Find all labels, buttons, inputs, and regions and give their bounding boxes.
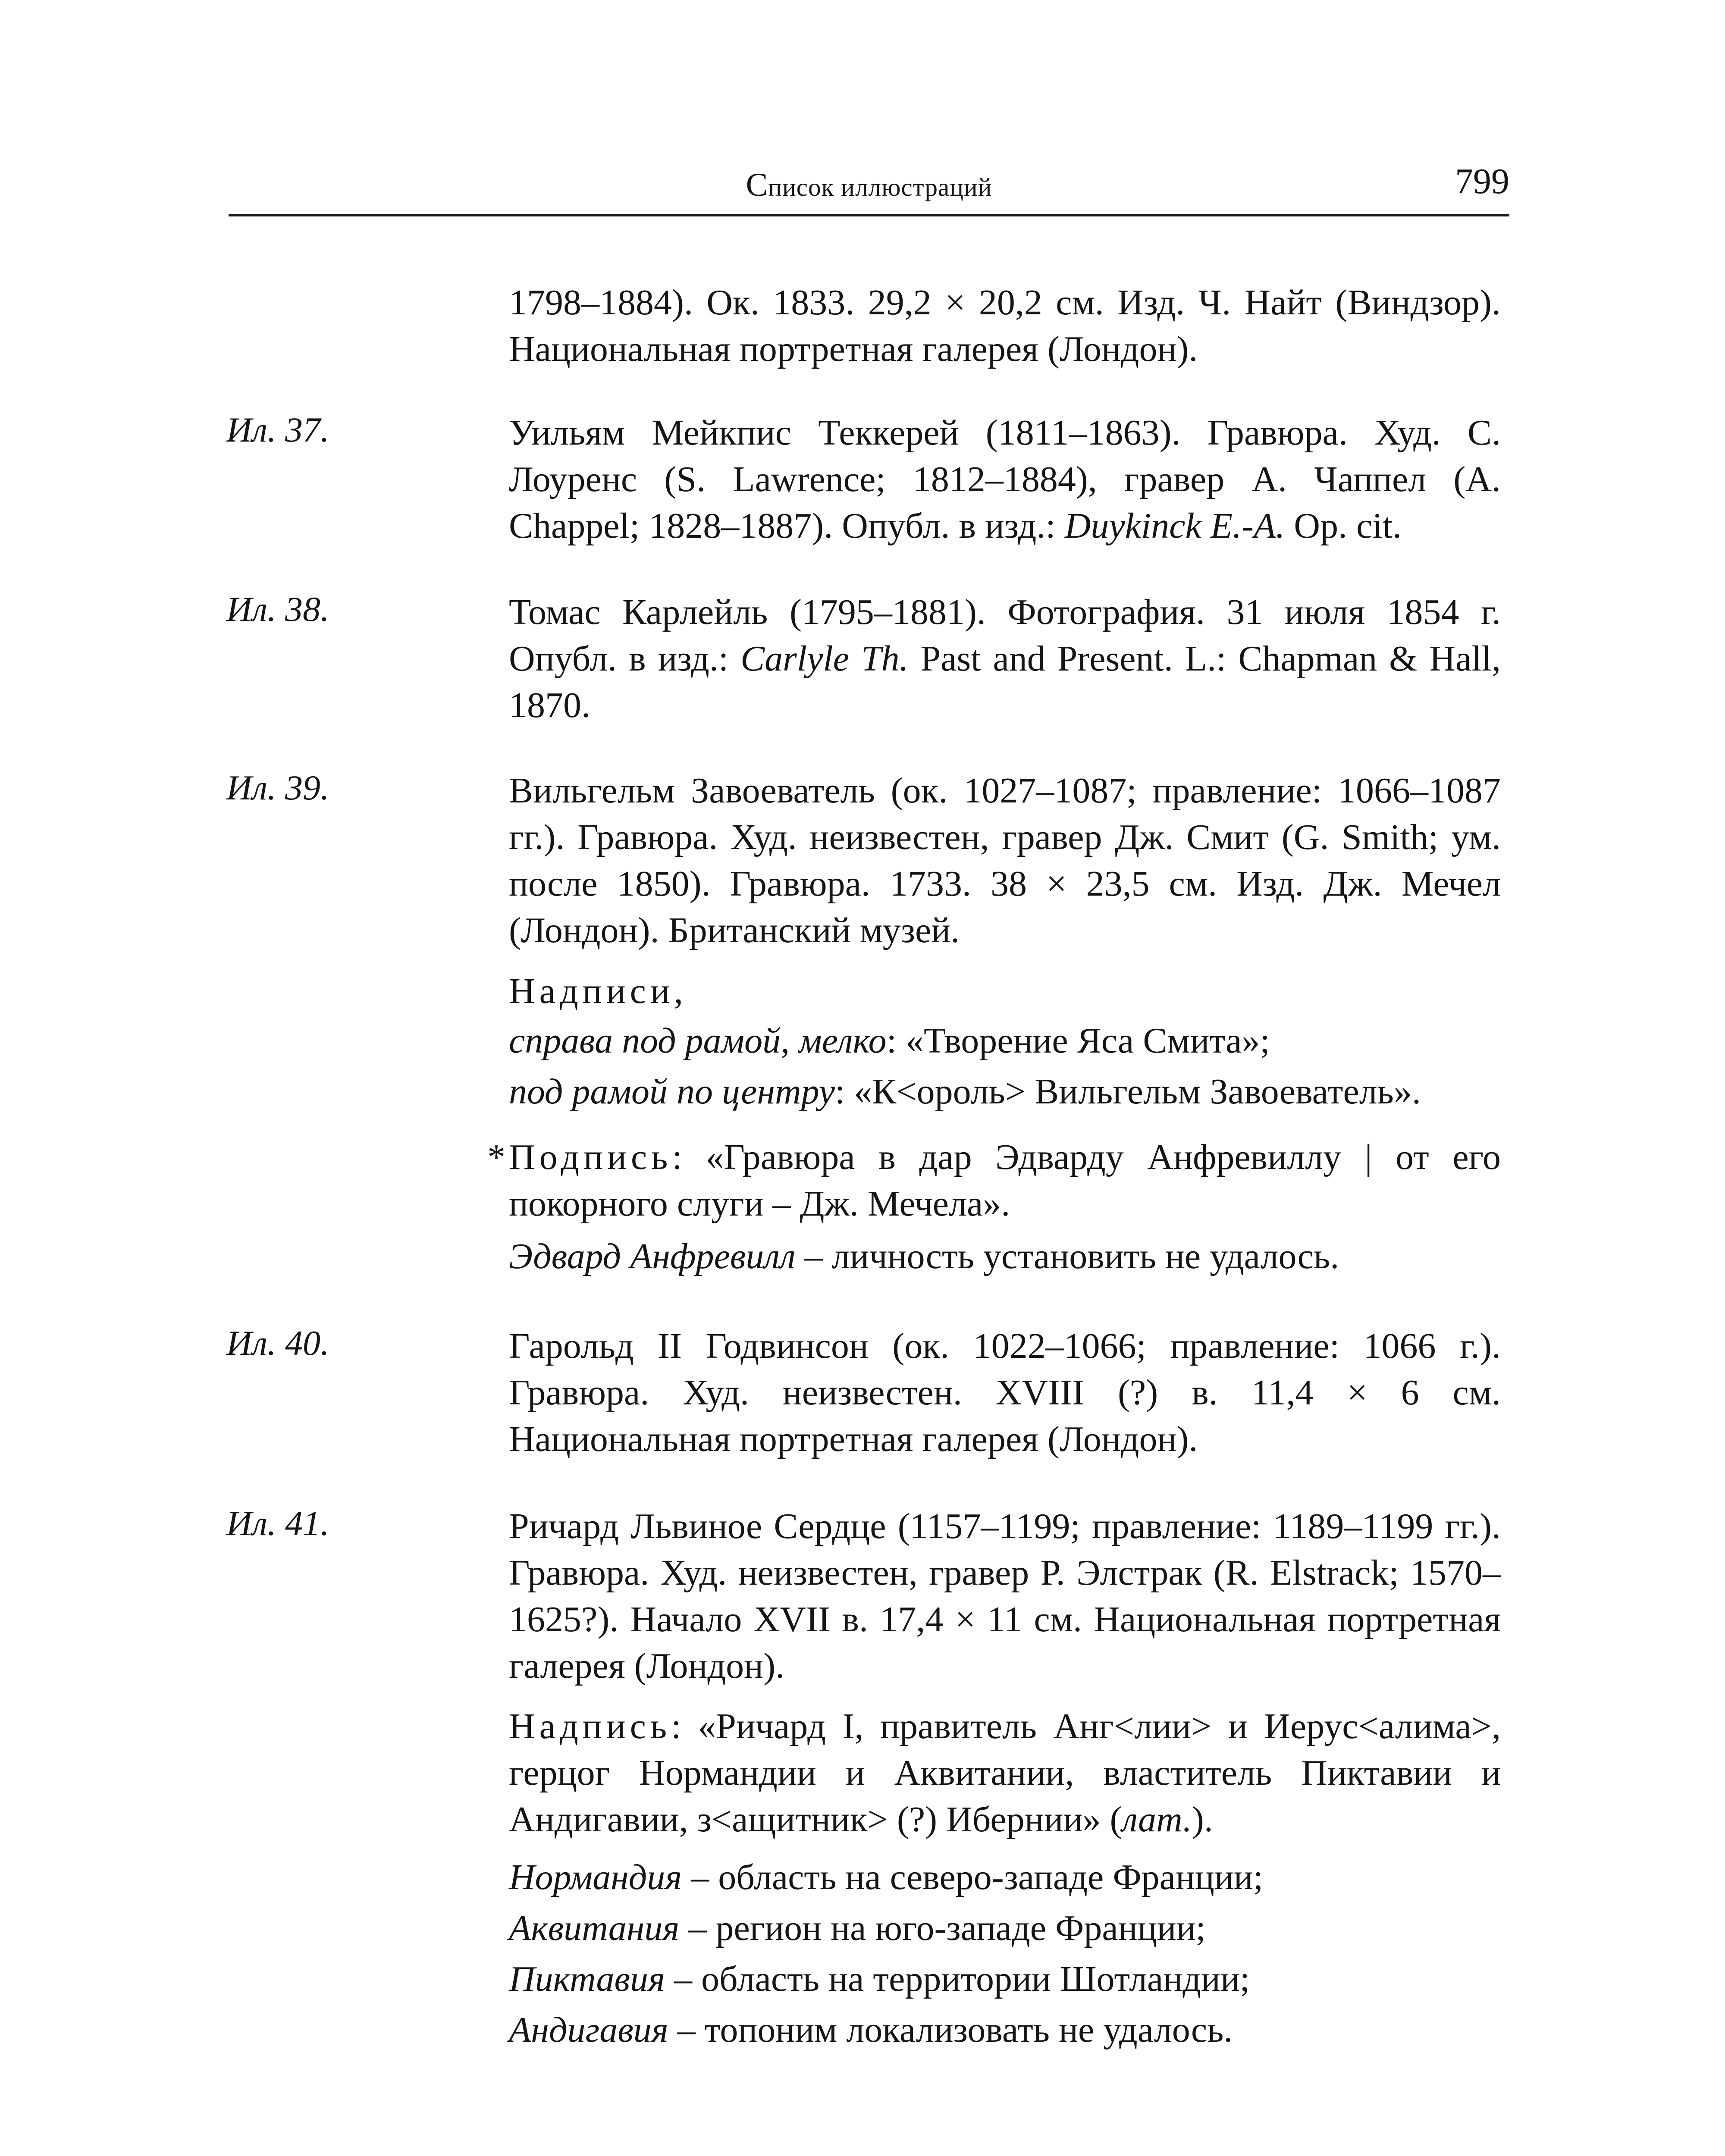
- section-title-initial: С: [746, 167, 768, 203]
- entry-label-38: Ил. 38.: [226, 589, 329, 629]
- inscription-2-text: : «К<ороль> Вильгельм Завоеватель».: [834, 1072, 1421, 1112]
- entry-label-39: Ил. 39.: [226, 768, 329, 807]
- entry-38-text: Томас Карлейль (1795–1881). Фотография. 31 июля 1854 г. Опубл. в изд.:: [509, 592, 1501, 679]
- note-41-3: [509, 1956, 1501, 2002]
- note-41-1-text: – область на северо-западе Франции;: [682, 1857, 1264, 1897]
- signature-paragraph: [509, 1134, 1501, 1227]
- entry-text-40: Гарольд II Годвинсон (ок. 1022–1066; правление: 1066 г.). Гравюра. Худ. неизвестен. XVIII (?) в. 11,4 × 6 см. Национальная портретная галерея (Лондон).: [509, 1326, 1501, 1459]
- entry-text-39: Вильгельм Завоеватель (ок. 1027–1087; правление: 1066–1087 гг.). Гравюра. Худ. неизвестен, гравер Дж. Смит (G. Smith; ум. после 1850). Гравюра. 1733. 38 × 23,5 см. Изд. Дж. Мечел (Лондон). Британский музей.: [509, 771, 1501, 950]
- inscription-2-location: под рамой по центру: [509, 1072, 835, 1112]
- inscriptions-heading: [509, 968, 1501, 1015]
- inscription-1: [509, 1018, 1501, 1064]
- signature-text: : «Гравюра в дар Эдварду Анфревиллу | от его покорного слуги – Дж. Мечела».: [509, 1137, 1501, 1224]
- entry-label-41: Ил. 41.: [226, 1504, 329, 1543]
- inscription-41-text: : «Ричард I, правитель Анг<лии> и Иерус<алима>, герцог Нормандии и Аквитании, властитель Пиктавии и Андигавии, з<ащитник> (?) Ибернии» (: [509, 1706, 1501, 1839]
- entry-text-37: [509, 410, 1501, 549]
- inscription-2: [509, 1069, 1501, 1115]
- note-41-2-term: Аквитания: [509, 1908, 680, 1948]
- intro-paragraph: 1798–1884). Ок. 1833. 29,2 × 20,2 см. Изд. Ч. Найт (Виндзор). Национальная портретная галерея (Лондон).: [509, 282, 1501, 369]
- header-rule: [229, 214, 1509, 216]
- inscription-41-end: ).: [1192, 1799, 1213, 1839]
- entry-text-38: [509, 589, 1501, 729]
- page-number: 799: [1455, 161, 1509, 201]
- entry-text-41: Ричард Львиное Сердце (1157–1199; правление: 1189–1199 гг.). Гравюра. Худ. неизвестен, гравер Р. Элстрак (R. Elstrack; 1570–1625?). Начало XVII в. 17,4 × 11 см. Национальная портретная галерея (Лондон).: [509, 1506, 1501, 1686]
- inscription-1-location: справа под рамой, мелко: [509, 1021, 887, 1061]
- entry-37-tail: Op. cit.: [1285, 506, 1402, 546]
- entry-38-italic: Carlyle Th.: [740, 639, 909, 679]
- signature-label: Подпись: [509, 1137, 672, 1177]
- entry-label-37: Ил. 37.: [226, 410, 329, 449]
- signature-note-term: Эдвард Анфревилл: [509, 1236, 796, 1276]
- note-41-3-term: Пиктавия: [509, 1959, 665, 1999]
- running-header: [229, 160, 1509, 208]
- note-41-1: [509, 1854, 1501, 1901]
- entry-label-40: Ил. 40.: [226, 1323, 329, 1363]
- inscription-1-text: : «Творение Яса Смита»;: [886, 1021, 1270, 1061]
- footnote-star: *: [487, 1137, 505, 1177]
- note-41-3-text: – область на территории Шотландии;: [665, 1959, 1250, 1999]
- note-41-1-term: Нормандия: [509, 1857, 682, 1897]
- section-title: [229, 166, 1509, 204]
- inscription-41-label: Надпись: [509, 1706, 671, 1746]
- inscription-41-lang: лат.: [1122, 1799, 1192, 1839]
- note-41-2-text: – регион на юго-западе Франции;: [679, 1908, 1206, 1948]
- note-41-4-term: Андигавия: [509, 2010, 668, 2050]
- inscriptions-heading-text: Надписи,: [509, 971, 687, 1011]
- section-title-rest: писок иллюстраций: [768, 173, 992, 201]
- note-41-4: [509, 2007, 1501, 2053]
- inscription-41: [509, 1703, 1501, 1843]
- note-41-4-text: – топоним локализовать не удалось.: [668, 2010, 1233, 2050]
- entry-38-tail: Past and Present. L.: Chapman & Hall, 1870.: [509, 639, 1501, 725]
- entry-37-italic: Duykinck E.-A.: [1064, 506, 1285, 546]
- entry-37-text: Уильям Мейкпис Теккерей (1811–1863). Гравюра. Худ. С. Лоуренс (S. Lawrence; 1812–1884), гравер А. Чаппел (A. Chappel; 1828–1887). Опубл. в изд.:: [509, 413, 1501, 546]
- signature-note: [509, 1233, 1501, 1280]
- signature-note-text: – личность установить не удалось.: [795, 1236, 1339, 1276]
- note-41-2: [509, 1905, 1501, 1952]
